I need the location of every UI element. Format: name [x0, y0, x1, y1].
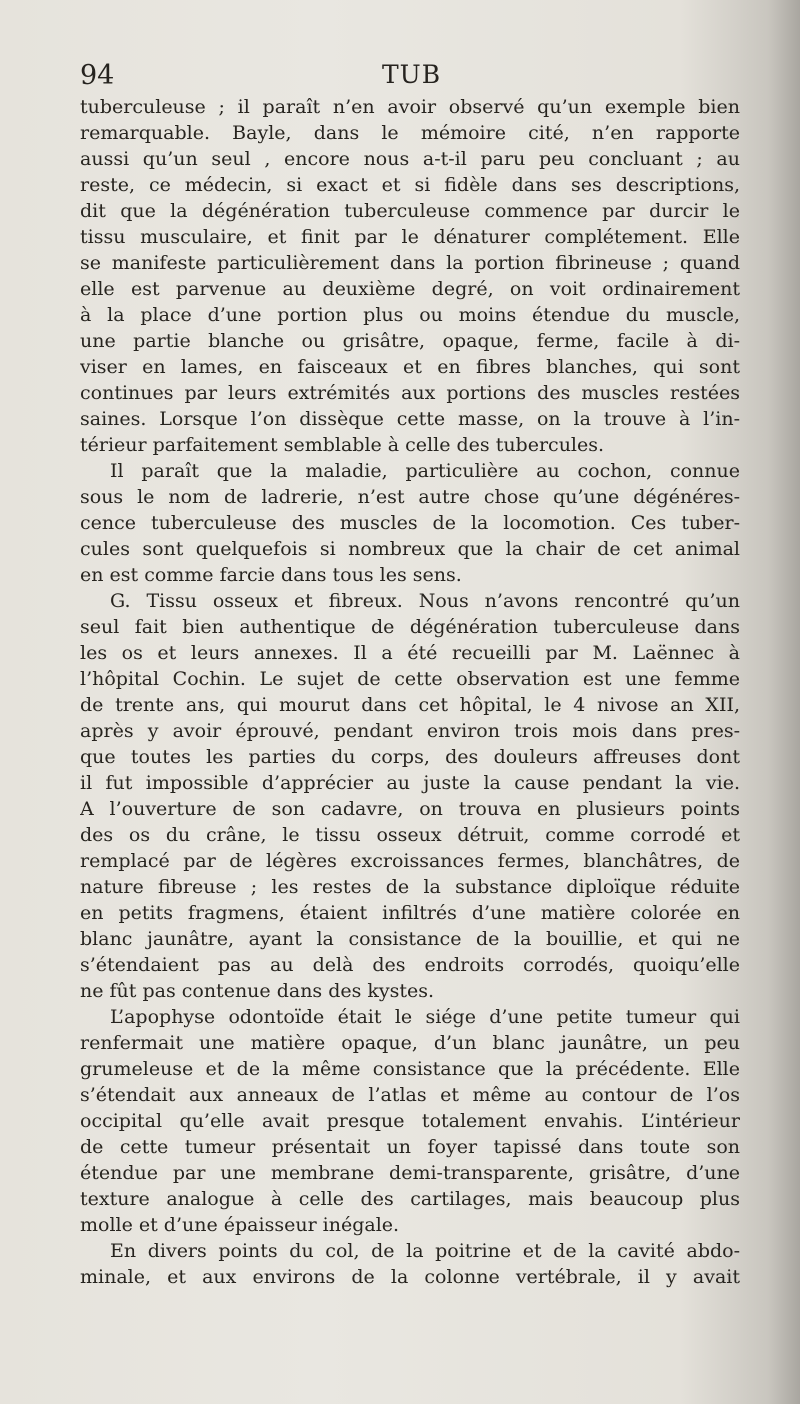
text-line: cules sont quelquefois si nombreux que la chair de cet animal	[80, 538, 740, 560]
text-line: viser en lames, en faisceaux et en fibres blanches, qui sont	[80, 356, 740, 378]
text-line: s’étendait aux anneaux de l’atlas et même au contour de l’os	[80, 1084, 740, 1106]
text-line: continues par leurs extrémités aux portions des muscles restées	[80, 382, 740, 404]
text-line: texture analogue à celle des cartilages, mais beaucoup plus	[80, 1188, 740, 1210]
text-line: cence tuberculeuse des muscles de la locomotion. Ces tuber-	[80, 512, 740, 534]
text-line: s’étendaient pas au delà des endroits corrodés, quoiqu’elle	[80, 954, 740, 976]
text-line: l’hôpital Cochin. Le sujet de cette observation est une femme	[80, 668, 740, 690]
text-line: une partie blanche ou grisâtre, opaque, ferme, facile à di-	[80, 330, 740, 352]
text-line: il fut impossible d’apprécier au juste la cause pendant la vie.	[80, 772, 740, 794]
text-line: occipital qu’elle avait presque totalement envahis. L’intérieur	[80, 1110, 740, 1132]
text-line: grumeleuse et de la même consistance que la précédente. Elle	[80, 1058, 740, 1080]
text-line: de cette tumeur présentait un foyer tapissé dans toute son	[80, 1136, 740, 1158]
page-number: 94	[80, 60, 115, 91]
text-line: minale, et aux environs de la colonne vertébrale, il y avait	[80, 1266, 740, 1288]
text-line: renfermait une matière opaque, d’un blanc jaunâtre, un peu	[80, 1032, 740, 1054]
text-line: à la place d’une portion plus ou moins étendue du muscle,	[80, 304, 740, 326]
text-line: remarquable. Bayle, dans le mémoire cité, n’en rapporte	[80, 122, 740, 144]
text-line: tuberculeuse ; il paraît n’en avoir observé qu’un exemple bien	[80, 96, 740, 118]
text-line: molle et d’une épaisseur inégale.	[80, 1214, 400, 1236]
text-line: étendue par une membrane demi-transparente, grisâtre, d’une	[80, 1162, 740, 1184]
text-line: dit que la dégénération tuberculeuse commence par durcir le	[80, 200, 740, 222]
text-line: nature fibreuse ; les restes de la substance diploïque réduite	[80, 876, 740, 898]
text-line: En divers points du col, de la poitrine et de la cavité abdo-	[110, 1240, 740, 1262]
text-line: les os et leurs annexes. Il a été recueilli par M. Laënnec à	[80, 642, 740, 664]
text-line: elle est parvenue au deuxième degré, on voit ordinairement	[80, 278, 740, 300]
text-line: des os du crâne, le tissu osseux détruit, comme corrodé et	[80, 824, 740, 846]
text-line: remplacé par de légères excroissances fermes, blanchâtres, de	[80, 850, 740, 872]
text-line: seul fait bien authentique de dégénération tuberculeuse dans	[80, 616, 740, 638]
text-line: tissu musculaire, et finit par le dénaturer complétement. Elle	[80, 226, 740, 248]
text-line: en est comme farcie dans tous les sens.	[80, 564, 462, 586]
text-line: de trente ans, qui mourut dans cet hôpital, le 4 nivose an XII,	[80, 694, 740, 716]
text-line: sous le nom de ladrerie, n’est autre chose qu’une dégénéres-	[80, 486, 740, 508]
text-line: après y avoir éprouvé, pendant environ trois mois dans pres-	[80, 720, 740, 742]
text-line: G. Tissu osseux et fibreux. Nous n’avons rencontré qu’un	[110, 590, 740, 612]
text-line: térieur parfaitement semblable à celle des tubercules.	[80, 434, 605, 456]
text-line: saines. Lorsque l’on dissèque cette masse, on la trouve à l’in-	[80, 408, 740, 430]
text-line: que toutes les parties du corps, des douleurs affreuses dont	[80, 746, 740, 768]
running-title: TUB	[382, 60, 442, 89]
text-line: ne fût pas contenue dans des kystes.	[80, 980, 435, 1002]
text-line: L’apophyse odontoïde était le siége d’une petite tumeur qui	[110, 1006, 740, 1028]
running-head	[80, 58, 740, 94]
text-line: blanc jaunâtre, ayant la consistance de la bouillie, et qui ne	[80, 928, 740, 950]
text-line: reste, ce médecin, si exact et si fidèle dans ses descriptions,	[80, 174, 740, 196]
text-line: aussi qu’un seul , encore nous a-t-il paru peu concluant ; au	[80, 148, 740, 170]
text-line: Il paraît que la maladie, particulière au cochon, connue	[110, 460, 740, 482]
text-line: A l’ouverture de son cadavre, on trouva en plusieurs points	[80, 798, 740, 820]
text-line: se manifeste particulièrement dans la portion fibrineuse ; quand	[80, 252, 740, 274]
text-body	[80, 94, 740, 1290]
text-line: en petits fragmens, étaient infiltrés d’une matière colorée en	[80, 902, 740, 924]
